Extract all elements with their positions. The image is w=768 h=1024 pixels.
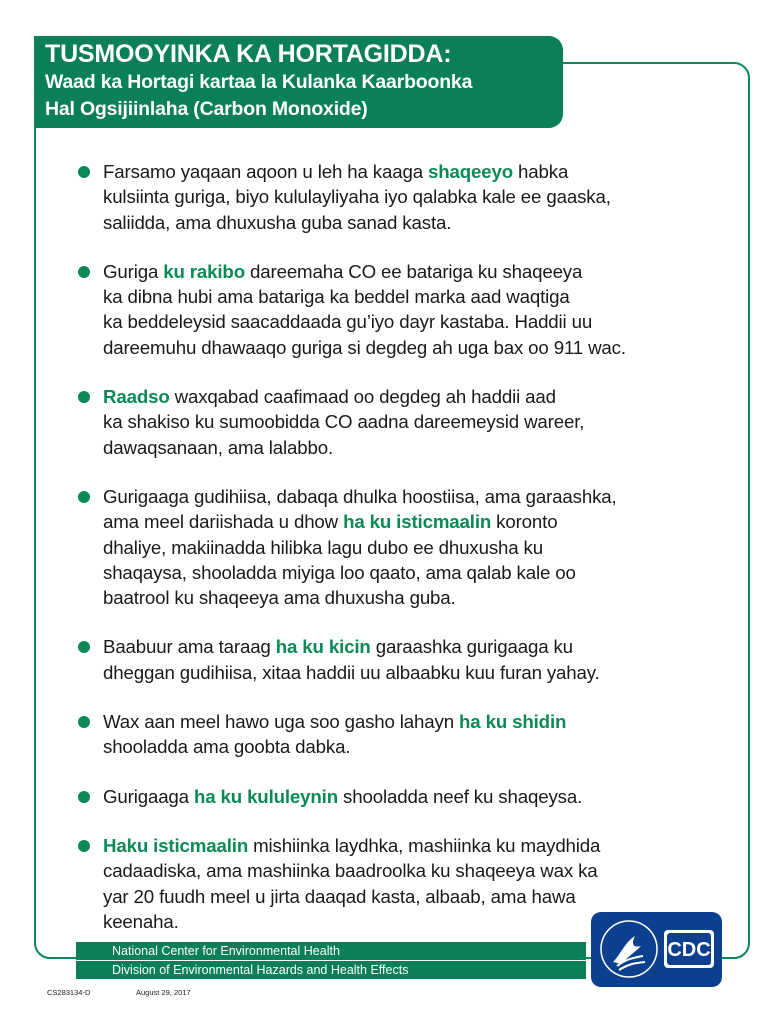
tip-text: keenaha. [103,910,179,932]
tip-line [103,409,716,434]
tip-text: shaqaysa, shooladda miyiga loo qaato, ama qalab kale oo [103,561,576,583]
tip-text: garaashka gurigaaga ku [370,636,573,658]
tip-text: shooladda neef ku shaqeysa. [338,785,583,807]
tip-line [103,660,716,685]
page-title: TUSMOOYINKA KA HORTAGIDDA: [45,40,452,68]
tip-text: mishiinka laydhka, mashiinka ku maydhida [248,834,601,856]
tip-line [103,259,716,284]
footer-center-name: National Center for Environmental Health [76,942,586,960]
tip-item [76,634,716,685]
tip-line [103,884,716,909]
tips-list [76,159,716,934]
tip-line [103,384,716,409]
tip-line [103,560,716,585]
tip-line [103,734,716,759]
tip-highlight: Haku isticmaalin [103,834,249,856]
tip-highlight: ku rakibo [163,260,245,282]
bullet-dot-icon [78,491,90,503]
tip-text: Wax aan meel hawo uga soo gasho lahayn [103,711,460,733]
tip-highlight: ha ku kicin [275,636,371,658]
tip-text: dheggan gudihiisa, xitaa haddii uu albaabku kuu furan yahay. [103,661,600,683]
tip-text: Farsamo yaqaan aqoon u leh ha kaaga [103,161,428,182]
page-subtitle-line1: Waad ka Hortagi kartaa la Kulanka Kaarboonka [45,71,473,93]
tip-text: Baabuur ama taraag [103,636,276,658]
tip-text: Guriga [103,260,164,282]
page-subtitle-line2: Hal Ogsijiinlaha (Carbon Monoxide) [45,98,368,120]
tip-line [103,833,716,858]
tip-text: ama meel dariishada u dhow [103,511,344,533]
tip-text: saliidda, ama dhuxusha guba sanad kasta. [103,211,452,233]
bullet-dot-icon [78,391,90,403]
bullet-dot-icon [78,266,90,278]
bullet-dot-icon [78,716,90,728]
tip-line [103,184,716,209]
tip-line [103,159,716,184]
tip-item [76,159,716,235]
tip-item [76,384,716,460]
tip-text: cadaadiska, ama mashiinka baadroolka ku shaqeeya wax ka [103,860,598,882]
tip-line [103,858,716,883]
tip-highlight: shaqeeyo [427,161,513,182]
tip-text: ka dibna hubi ama batariga ka beddel marka aad waqtiga [103,286,570,308]
bullet-dot-icon [78,840,90,852]
tip-highlight: ha ku shidin [459,711,567,733]
footer-division-name: Division of Environmental Hazards and Health Effects [76,961,586,979]
hhs-cdc-logo [591,912,722,987]
tip-text: shooladda ama goobta dabka. [103,736,351,758]
tip-line [103,484,716,509]
tip-item [76,484,716,610]
hhs-eagle-seal-icon [591,912,722,987]
tip-text: dhaliye, makiinadda hilibka lagu dubo ee dhuxusha ku [103,536,543,558]
tip-line [103,634,716,659]
tip-item [76,784,716,809]
header-banner [34,36,563,128]
tip-text: kulsiinta guriga, biyo kululayliyaha iyo qalabka kale ee gaaska, [103,186,611,208]
tip-text: yar 20 fuudh meel u jirta daaqad kasta, albaab, ama hawa [103,885,576,907]
tip-highlight: ha ku kululeynin [193,785,338,807]
tip-text: Gurigaaga gudihiisa, dabaqa dhulka hoostiisa, ama garaashka, [103,485,617,507]
tip-text: dawaqsanaan, ama lalabbo. [103,436,334,458]
bullet-dot-icon [78,166,90,178]
cdc-logo-text: CDC [667,939,711,961]
document-date: August 29, 2017 [136,988,191,997]
tip-line [103,309,716,334]
tip-text: dareemuhu dhawaaqo guriga si degdeg ah uga bax oo 911 wac. [103,336,626,358]
tip-text: ka beddeleysid saacaddaada gu’iyo dayr kastaba. Haddii uu [103,311,593,333]
tip-text: koronto [491,511,558,533]
tip-text: dareemaha CO ee batariga ku shaqeeya [244,260,583,282]
tip-line [103,709,716,734]
bullet-dot-icon [78,641,90,653]
tip-text: baatrool ku shaqeeya ama dhuxusha guba. [103,587,456,609]
document-code: CS283134-D [47,988,91,997]
tip-line [103,435,716,460]
bullet-dot-icon [78,791,90,803]
tip-text: habka [513,161,569,182]
tip-line [103,535,716,560]
tip-item [76,709,716,760]
tip-line [103,335,716,360]
tip-line [103,585,716,610]
tip-line [103,284,716,309]
tip-highlight: ha ku isticmaalin [343,511,492,533]
tip-text: Gurigaaga [103,785,194,807]
tip-line [103,210,716,235]
tip-text: waxqabad caafimaad oo degdeg ah haddii aad [169,386,556,408]
tip-item [76,259,716,360]
tip-line [103,509,716,534]
tip-highlight: Raadso [103,386,170,408]
tip-text: ka shakiso ku sumoobidda CO aadna dareemeysid wareer, [103,411,585,433]
tip-line [103,784,716,809]
